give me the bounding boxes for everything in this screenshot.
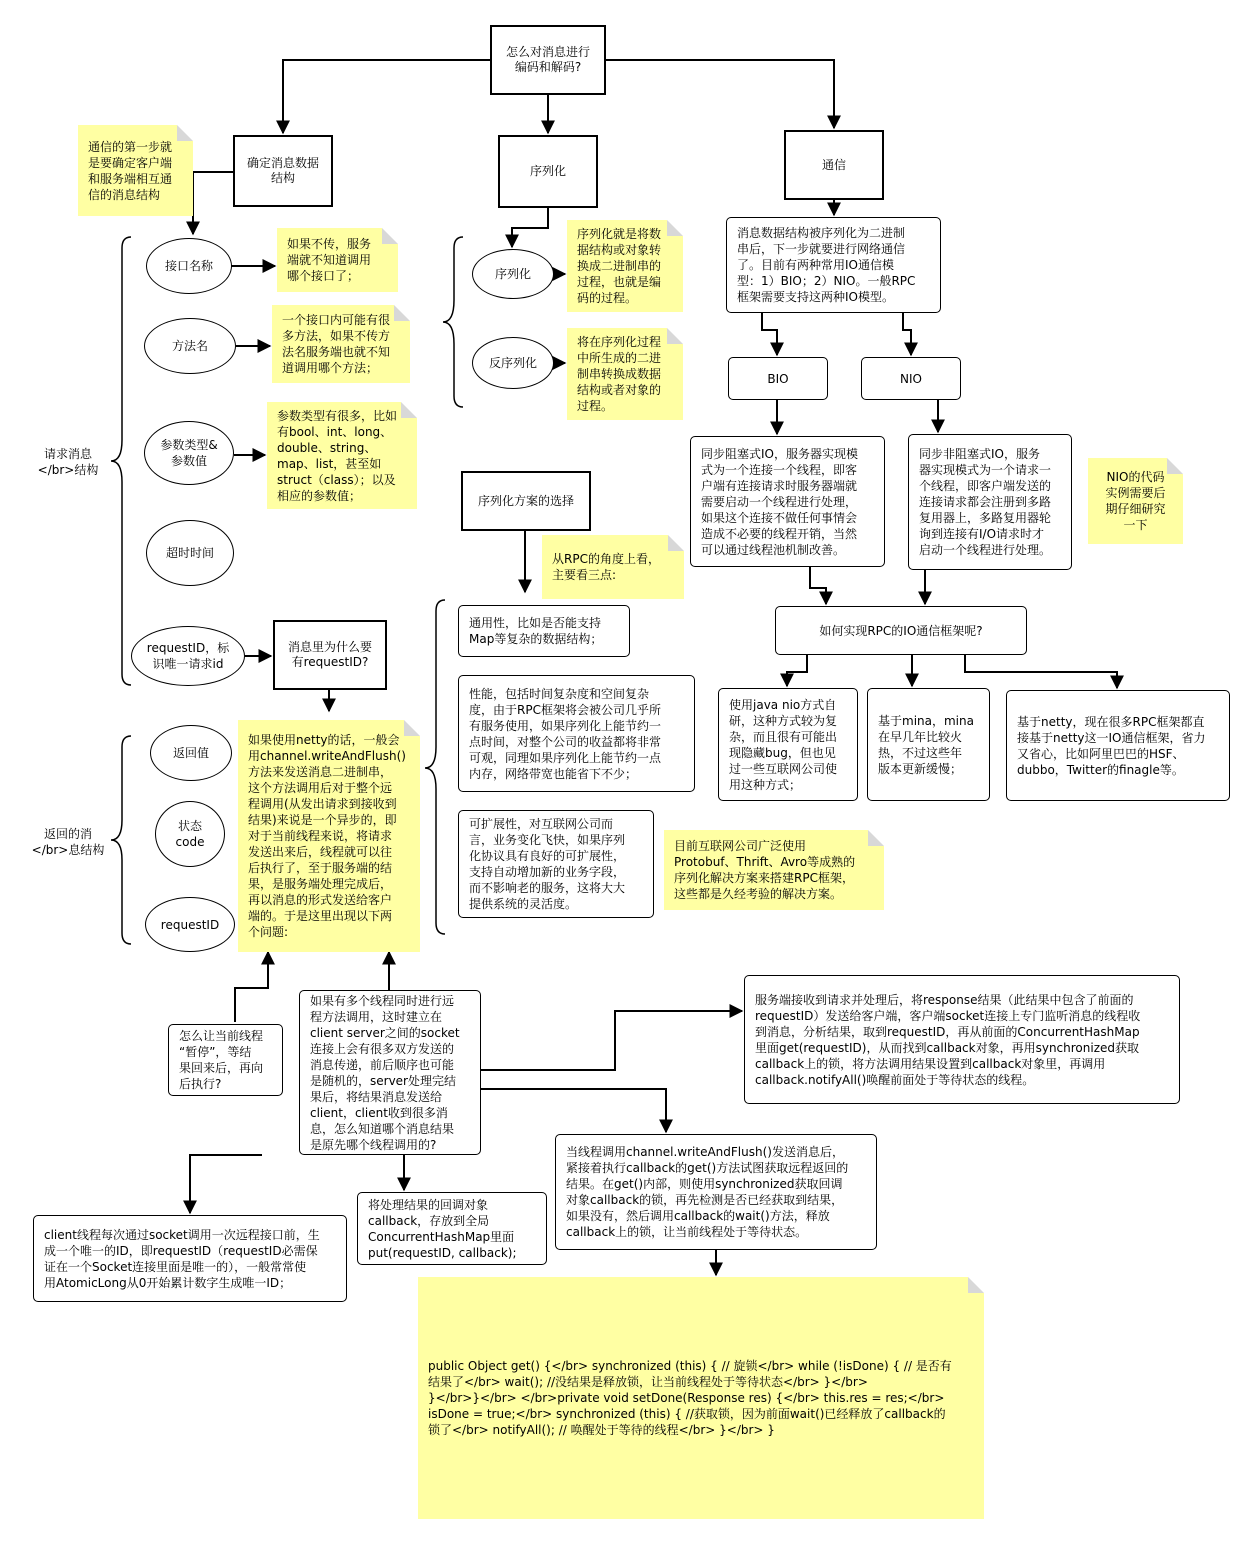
communication-box — [784, 130, 884, 200]
return-value-text: 返回值 — [172, 746, 209, 760]
note-protobuf-text: 目前互联网公司广泛使用 Protobuf、Thrift、Avro等成熟的 序列化解决方案来搭建RPC框架， 这些都是久经考验的解决方案。 — [674, 839, 856, 901]
multi-thread-box — [299, 990, 481, 1155]
root-question-box — [490, 25, 606, 95]
comm-desc-box — [726, 217, 941, 313]
edge-how-netty — [965, 655, 1117, 688]
status-code-ellipse — [155, 801, 225, 867]
note-method-text: 一个接口内可能有很 多方法，如果不传方 法名服务端也就不知 道调用哪个方法； — [282, 313, 391, 375]
server-process-box — [744, 975, 1180, 1104]
how-rpc-io-text: 如何实现RPC的IO通信框架呢? — [819, 623, 983, 638]
netty-box — [1006, 690, 1230, 801]
brace-serialize — [443, 237, 463, 407]
serialize-box — [498, 135, 598, 208]
java-nio-text: 使用java nio方式自 研，这种方式较为复 杂，而且很有可能出 现隐藏bug，但也见 过一些互联网公司使 用这种方式； — [729, 697, 838, 792]
note-method — [272, 305, 410, 383]
note-interface — [277, 228, 398, 292]
note-nio-text: NIO的代码 实例需要后 期仔细研究 一下 — [1105, 470, 1166, 532]
client-thread-box — [33, 1215, 347, 1302]
edge-pause-client — [190, 1155, 262, 1213]
param-types-ellipse — [144, 421, 234, 485]
nio-text: NIO — [900, 371, 922, 386]
server-process-text: 服务端接收到请求并处理后，将response结果（此结果中包含了前面的 requestID）发送给客户端，客户端socket连接上专门监听消息的线程收 到消息，分析结果，取到requestID，再从前面的ConcurrentHashMap 里面get(requestID)，从而找到callback对象，再用synchronized获取 callback上的锁，将方法调用结果设置到callback对象里，再调用 callback.notifyAll()唤醒前面处于等待状态的线程。 — [755, 992, 1141, 1087]
note-first-step-text: 通信的第一步就 是要确定客户端 和服务端相互通 信的消息结构 — [88, 139, 173, 202]
interface-name-text: 接口名称 — [164, 259, 213, 273]
brace-response — [111, 736, 131, 944]
pause-thread-text: 怎么让当前线程 “暂停”，等结 果回来后，再向 后执行? — [179, 1029, 264, 1091]
edge-define-request — [193, 172, 233, 234]
note-protobuf — [664, 830, 884, 910]
edge-desc-bio — [762, 313, 777, 355]
note-netty-async-text: 如果使用netty的话，一般会 用channel.writeAndFlush() 方法来发送消息二进制串， 这个方法调用后对于整个远 程调用(从发出请求到接收到 结果)来说是一个异步的，即 对于当前线程来说，将请求 发送出来后，线程就可以往 后执行了，至于服务端的结 果，是服务端处理完成后， 再以消息的形式发送给客户 端的。于是这里出现以下两 个问题: — [248, 733, 406, 939]
response-request-id-text: requestID — [160, 917, 220, 932]
scalability-box — [458, 810, 654, 918]
interface-name-ellipse — [146, 238, 232, 294]
edge-how-javanio — [787, 655, 807, 686]
bio-desc-box — [690, 436, 885, 567]
nio-box — [861, 357, 961, 400]
bio-text: BIO — [767, 371, 789, 386]
write-flush-text: 当线程调用channel.writeAndFlush()发送消息后， 紧接着执行callback的get()方法试图获取远程返回的 结果。在get()内部，则使用synchronized获取回调 对象callback的锁，再先检测是否已经获取到结果， 如果没有，然后调用callback的wait()方法，释放 callback上的锁，让当前线程处于等待状态。 — [566, 1145, 849, 1239]
deserialize-ellipse — [472, 337, 554, 389]
root-question-text: 怎么对消息进行 编码和解码? — [505, 45, 590, 74]
performance-box — [458, 675, 695, 792]
nio-desc-box — [908, 434, 1072, 570]
response-request-id-ellipse — [145, 897, 235, 952]
edge-pause-up — [235, 952, 268, 1022]
brace-choice — [425, 600, 445, 934]
edge-serialize-ellipse — [512, 208, 548, 247]
pause-thread-box — [168, 1024, 283, 1096]
request-struct-label-text: 请求消息 </br>结构 — [37, 447, 99, 477]
request-id-text: requestID，标 识唯一请求id — [146, 641, 230, 671]
multi-thread-text: 如果有多个线程同时进行远 程方法调用，这时建立在 client server之间的socket 连接上会有很多双方发送的 消息传递，前后顺序也可能 是随机的，server处理完结 果后，将结果消息发送给 client，client收到很多消 息，怎么知道哪个消息结果 是原先哪个线程调用的? — [310, 993, 460, 1152]
timeout-ellipse — [146, 520, 234, 586]
response-struct-label — [28, 826, 108, 858]
method-name-text: 方法名 — [171, 339, 208, 353]
comm-desc-text: 消息数据结构被序列化为二进制 串后，下一步就要进行网络通信 了。目前有两种常用IO通信模 型：1）BIO；2）NIO。一般RPC 框架需要支持这两种IO模型。 — [737, 226, 916, 304]
edge-root-comm — [606, 60, 834, 128]
serialize-ellipse-text: 序列化 — [494, 267, 531, 281]
why-request-id-text: 消息里为什么要 有requestID? — [287, 640, 372, 669]
serialize-box-text: 序列化 — [529, 164, 566, 178]
edge-multi-server — [481, 1011, 742, 1070]
note-rpc-view — [542, 535, 684, 599]
note-deserialize — [567, 328, 683, 420]
mina-text: 基于mina，mina 在早几年比较火 热，不过这些年 版本更新缓慢； — [878, 713, 974, 776]
method-name-ellipse — [144, 318, 236, 374]
generality-text: 通用性，比如是否能支持 Map等复杂的数据结构； — [469, 616, 603, 646]
note-params-text: 参数类型有很多，比如 有bool、int、long、 double、string、 map、list，甚至如 struct（class）；以及 相应的参数值； — [277, 408, 398, 503]
param-types-text: 参数类型& 参数值 — [160, 438, 218, 468]
java-nio-box — [718, 688, 858, 801]
note-serialize-text: 序列化就是将数 据结构或对象转 换成二进制串的 过程，也就是编 码的过程。 — [577, 227, 662, 305]
nio-desc-text: 同步非阻塞式IO，服务 器实现模式为一个请求一 个线程，即客户端发送的 连接请求都会注册到多路 复用器上，多路复用器轮 询到连接有I/O请求时才 启动一个线程进行处理。 — [919, 447, 1052, 557]
serialization-choice-text: 序列化方案的选择 — [477, 493, 574, 508]
why-request-id-box — [273, 620, 387, 690]
generality-box — [458, 605, 630, 657]
edge-root-define — [283, 60, 490, 133]
client-thread-text: client线程每次通过socket调用一次远程接口前，生 成一个唯一的ID，即requestID（requestID必需保 证在一个Socket连接里面是唯一的），一般常常使 用AtomicLong从0开始累计数字生成唯一ID； — [44, 1227, 320, 1290]
note-params — [267, 402, 417, 509]
response-struct-label-text: 返回的消 </br>息结构 — [31, 827, 105, 857]
netty-text: 基于netty，现在很多RPC框架都直 接基于netty这一IO通信框架，省力 又省心，比如阿里巴巴的HSF、 dubbo，Twitter的finagle等。 — [1017, 714, 1206, 777]
communication-text: 通信 — [821, 157, 846, 172]
write-flush-box — [555, 1134, 877, 1250]
brace-request — [111, 237, 131, 685]
edge-multi-write — [481, 1089, 666, 1132]
serialization-choice-box — [461, 471, 591, 531]
mina-box — [867, 688, 990, 801]
note-rpc-view-text: 从RPC的角度上看， 主要看三点: — [552, 552, 660, 582]
note-interface-text: 如果不传，服务 端就不知道调用 哪个接口了； — [287, 237, 372, 283]
deserialize-ellipse-text: 反序列化 — [488, 356, 537, 370]
note-deserialize-text: 将在序列化过程 中所生成的二进 制串转换成数据 结构或者对象的 过程。 — [577, 335, 662, 413]
return-value-ellipse — [150, 725, 232, 781]
status-code-text: 状态 code — [175, 819, 205, 849]
bio-box — [728, 357, 828, 400]
store-callback-text: 将处理结果的回调对象 callback，存放到全局 ConcurrentHashMap里面 put(requestID, callback); — [368, 1197, 517, 1260]
bio-desc-text: 同步阻塞式IO，服务器实现模 式为一个连接一个线程，即客 户端有连接请求时服务器端就 需要启动一个线程进行处理， 如果这个连接不做任何事情会 造成不必要的线程开销，当然 可以通过线程池机制改善。 — [701, 446, 858, 557]
note-code-text: public Object get() {</br> synchronized (this) { // 旋锁</br> while (!isDone) { // 是否有 结果了</br> wait(); //没结果是释放锁，让当前线程处于等待状态</br> }</br> }</br>}</br> </br>private void setDone(Response res) {</br> this.res = res;</br> isDone = true;</br> synchronized (this) { //获取锁，因为前面wait()已经释放了callback的 锁了</br> notifyAll(); // 唤醒处于等待的线程</br> }</br> } — [428, 1359, 952, 1437]
request-struct-label — [28, 446, 108, 478]
note-nio — [1088, 458, 1183, 544]
edge-desc-nio — [903, 313, 911, 355]
how-rpc-io-box — [775, 606, 1027, 655]
note-netty-async — [238, 720, 420, 952]
note-serialize — [567, 220, 683, 312]
timeout-text: 超时时间 — [165, 546, 214, 560]
request-id-ellipse — [131, 626, 245, 686]
define-struct-text: 确定消息数据 结构 — [246, 156, 319, 185]
store-callback-box — [357, 1192, 547, 1265]
note-code — [418, 1277, 984, 1519]
note-first-step — [78, 125, 193, 216]
performance-text: 性能，包括时间复杂度和空间复杂 度，由于RPC框架将会被公司几乎所 有服务使用，如果序列化上能节约一 点时间，对整个公司的收益都将非常 可观，同理如果序列化上能节约一点 内存，网络带宽也能省下不少； — [469, 686, 662, 781]
edge-biodesc-how — [810, 567, 826, 604]
serialize-ellipse — [472, 249, 554, 299]
scalability-text: 可扩展性，对互联网公司而 言，业务变化飞快，如果序列 化协议具有良好的可扩展性， 支持自动增加新的业务字段， 而不影响老的服务，这将大大 提供系统的灵活度。 — [469, 817, 626, 911]
define-struct-box — [233, 135, 333, 207]
